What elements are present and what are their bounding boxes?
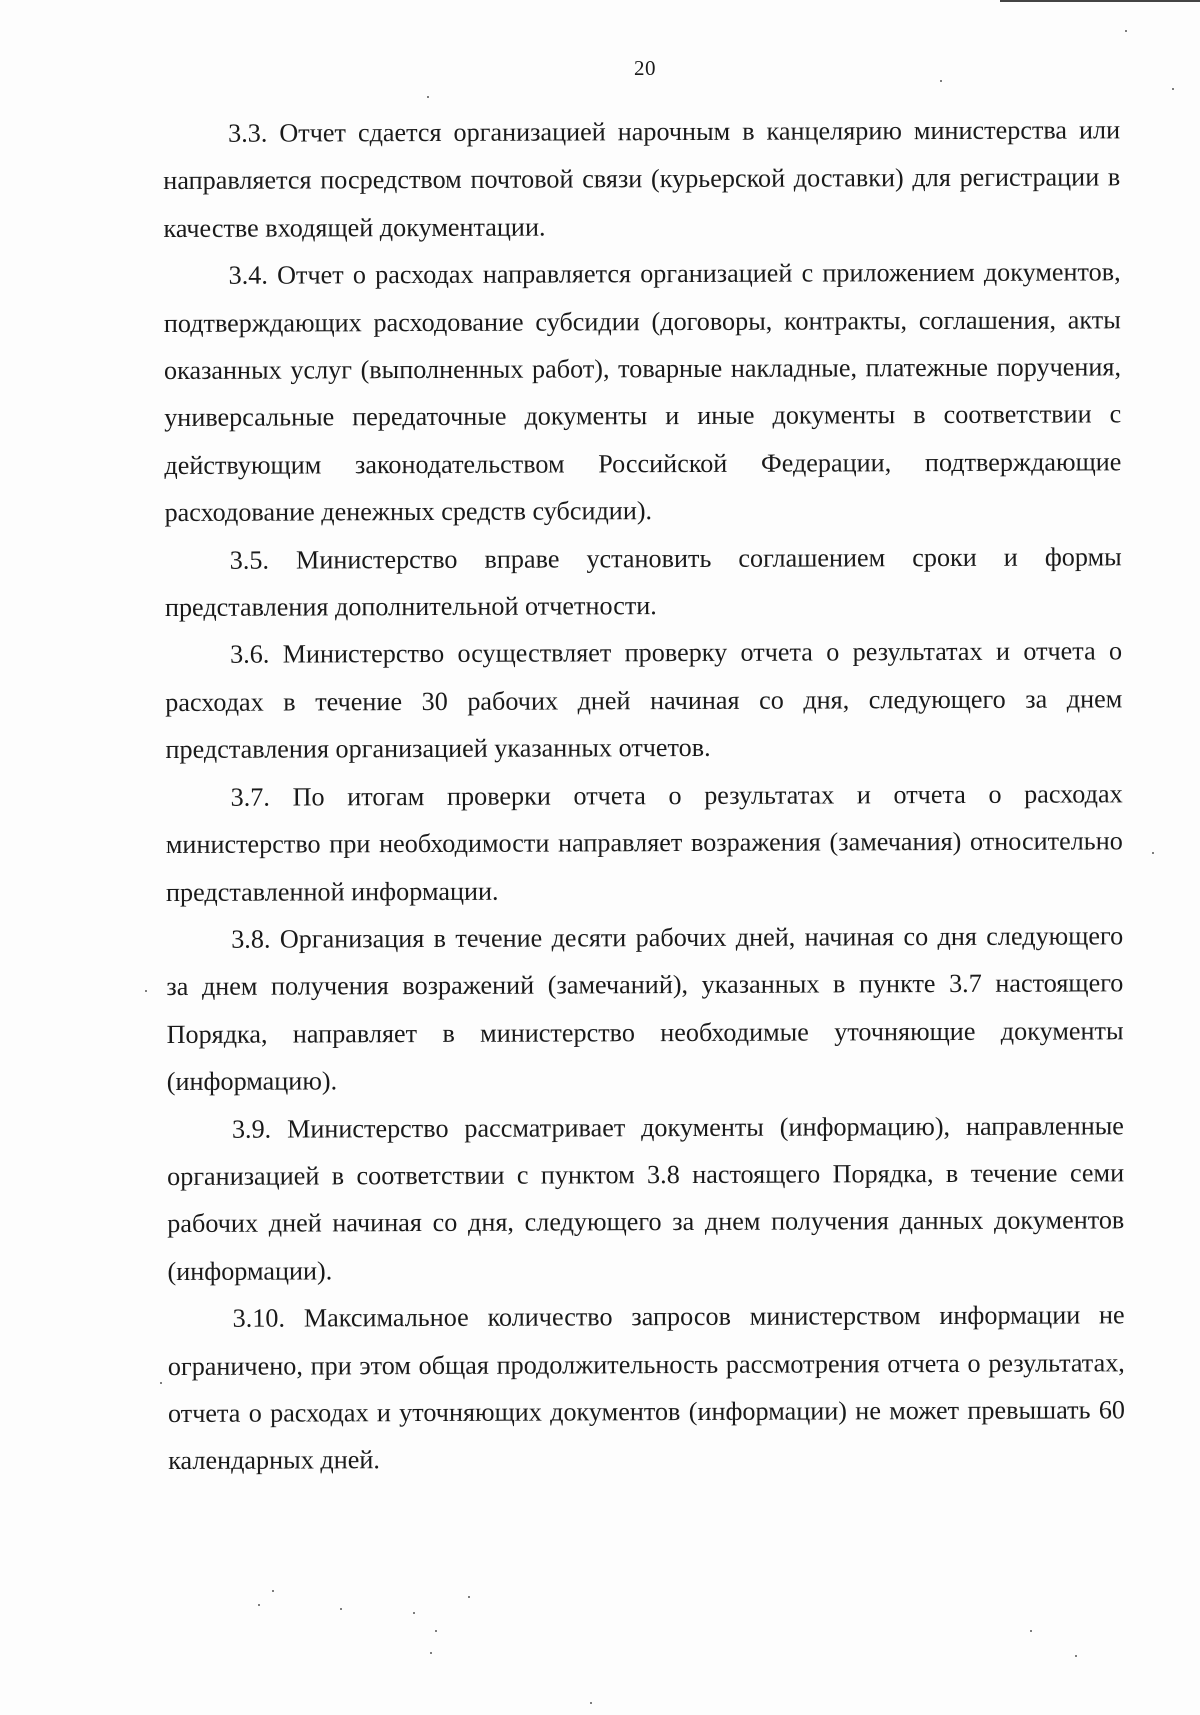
scan-speck bbox=[940, 80, 942, 82]
scan-speck bbox=[435, 1630, 437, 1632]
page-number: 20 bbox=[634, 56, 656, 80]
scan-speck bbox=[468, 1596, 470, 1598]
paragraph-3-3: 3.3. Отчет сдается организацией нарочным в канцелярию министерства или направляется посредством почтовой связи (курьерской доставки) для регистрации в качестве входящей документации. bbox=[163, 115, 1121, 243]
scan-edge-line bbox=[1000, 0, 1200, 2]
paragraph-3-7: 3.7. По итогам проверки отчета о результатах и отчета о расходах министерство при необходимости направляет возражения (замечания) относительно представленной информации. bbox=[165, 779, 1123, 907]
scan-speck bbox=[1125, 30, 1127, 32]
scan-speck bbox=[590, 1702, 592, 1704]
scan-speck bbox=[272, 1590, 274, 1592]
paragraph-3-4: 3.4. Отчет о расходах направляется организацией с приложением документов, подтверждающих расходование субсидии (договоры, контракты, соглашения, акты оказанных услуг (выполненных работ), товарные накладные, платежные поручения, универсальные передаточные документы и иные документы в соответствии с действующим законодательством Российской Федерации, подтверждающие расходование денежных средств субсидии). bbox=[163, 257, 1122, 528]
paragraph-3-10: 3.10. Максимальное количество запросов министерством информации не ограничено, при этом общая продолжительность рассмотрения отчета о результатах, отчета о расходах и уточняющих документов (информации) не может превышать 60 календарных дней. bbox=[167, 1300, 1126, 1476]
scan-speck bbox=[1075, 1655, 1077, 1657]
scan-speck bbox=[145, 990, 147, 992]
scan-speck bbox=[1152, 852, 1154, 854]
paragraph-3-6: 3.6. Министерство осуществляет проверку отчета о результатах и отчета о расходах в течение 30 рабочих дней начиная со дня, следующего за днем представления организацией указанных отчетов. bbox=[165, 636, 1123, 765]
scan-speck bbox=[430, 1652, 432, 1654]
scan-speck bbox=[160, 1382, 162, 1384]
scan-speck bbox=[1030, 1630, 1032, 1632]
scan-speck bbox=[340, 1608, 342, 1610]
scan-speck bbox=[1172, 88, 1174, 90]
document-body bbox=[163, 106, 1125, 1484]
paragraph-3-8: 3.8. Организация в течение десяти рабочих дней, начиная со дня следующего за днем получения возражений (замечаний), указанных в пункте 3.7 настоящего Порядка, направляет в министерство необходимые уточняющие документы (информацию). bbox=[166, 921, 1124, 1097]
paragraph-3-9: 3.9. Министерство рассматривает документы (информацию), направленные организацией в соответствии с пунктом 3.8 настоящего Порядка, в течение семи рабочих дней начиная со дня, следующего за днем получения данных документов (информации). bbox=[167, 1110, 1125, 1286]
scan-speck bbox=[258, 1604, 260, 1606]
paragraph-3-5: 3.5. Министерство вправе установить соглашением сроки и формы представления дополнительной отчетности. bbox=[164, 541, 1122, 623]
scan-speck bbox=[427, 96, 429, 98]
scan-speck bbox=[413, 1612, 415, 1614]
